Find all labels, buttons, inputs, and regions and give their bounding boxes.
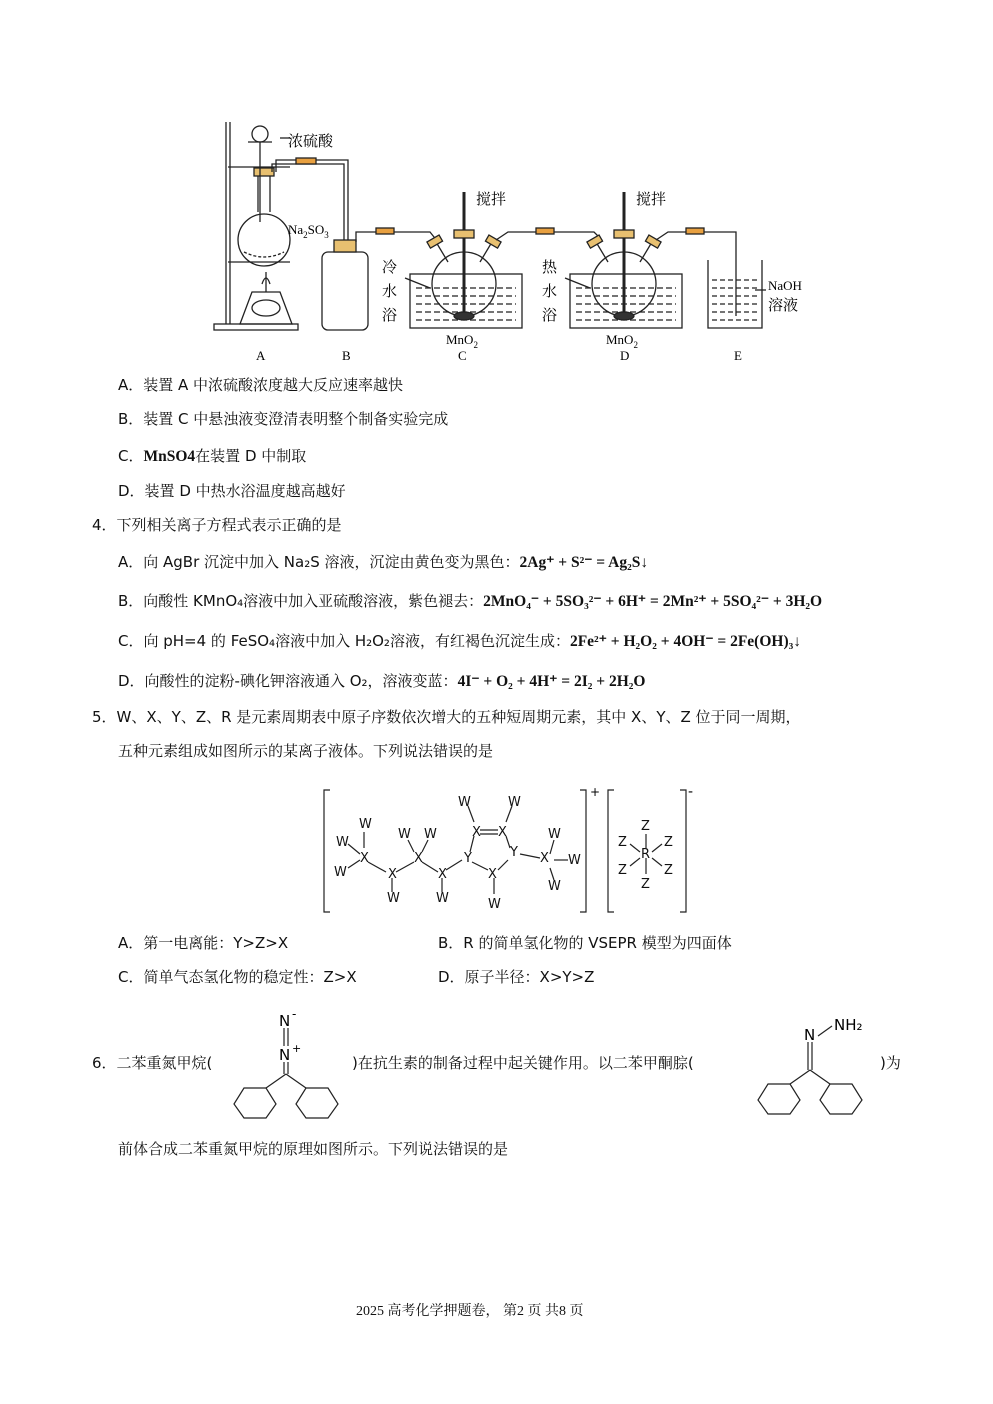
q4-option-d (118, 670, 646, 691)
svg-text:R: R (641, 847, 651, 862)
label-mno2-d: MnO$_2$ (606, 332, 638, 350)
q4-option-a-equation: 2Ag⁺ + S²⁻ = Ag₂S↓ (519, 554, 649, 571)
svg-text:W: W (398, 827, 411, 842)
svg-text:W: W (458, 795, 471, 810)
label-hot-bath-1: 热 (542, 258, 558, 276)
ionic-liquid-structure (318, 782, 698, 918)
label-naoh: NaOH (768, 278, 802, 293)
svg-text:W: W (424, 827, 437, 842)
q3-option-c-prefix: C． (118, 447, 144, 465)
benzophenone-hydrazone-structure (744, 1012, 884, 1116)
label-na2so3: $Na_2SO_3$ (288, 222, 329, 240)
label-conc-sulfuric-acid: 浓硫酸 (288, 132, 334, 150)
label-solution: 溶液 (768, 296, 799, 314)
svg-text:W: W (488, 897, 501, 912)
apparatus-figure (200, 112, 840, 368)
svg-text:W: W (548, 827, 561, 842)
svg-text:W: W (548, 879, 561, 894)
svg-text:X: X (438, 867, 447, 882)
diazo-n1-charge: - (292, 1008, 297, 1021)
svg-text:X: X (488, 867, 497, 882)
svg-text:X: X (414, 851, 423, 866)
q4-option-a (118, 551, 648, 572)
svg-text:W: W (359, 817, 372, 832)
q3-option-c-suffix: 在装置 D 中制取 (195, 447, 307, 465)
hydrazone-nh2: NH₂ (834, 1016, 863, 1034)
q3-option-d: D．装置 D 中热水浴温度越高越好 (118, 482, 346, 500)
hydrazone-n: N (804, 1026, 816, 1044)
q5-option-b: B．R 的简单氢化物的 VSEPR 模型为四面体 (438, 934, 732, 952)
q3-option-c (118, 445, 306, 466)
svg-text:Z: Z (641, 877, 650, 892)
q6-line2: 前体合成二苯重氮甲烷的原理如图所示。下列说法错误的是 (118, 1140, 509, 1158)
q6-part2: )在抗生素的制备过程中起关键作用。以二苯甲酮腙( (352, 1054, 694, 1072)
anion-charge: - (688, 784, 694, 800)
label-hot-bath-3: 浴 (542, 306, 558, 324)
station-label-d: D (620, 348, 630, 363)
q4-option-d-text: D．向酸性的淀粉-碘化钾溶液通入 O₂，溶液变蓝： (118, 672, 458, 690)
diazo-n2: N (279, 1046, 291, 1064)
station-label-b: B (342, 348, 351, 363)
page-footer: 2025 高考化学押题卷， 第2 页 共8 页 (356, 1304, 584, 1319)
svg-text:W: W (508, 795, 521, 810)
svg-text:W: W (334, 865, 347, 880)
label-cold-bath-3: 浴 (382, 306, 398, 324)
svg-text:Z: Z (618, 863, 627, 878)
q6-part1: 6．二苯重氮甲烷( (92, 1054, 213, 1072)
label-hot-bath-2: 水 (542, 282, 558, 300)
svg-text:X: X (472, 825, 481, 840)
q4-option-b-text: B．向酸性 KMnO₄溶液中加入亚硫酸溶液，紫色褪去： (118, 592, 484, 610)
svg-text:W: W (568, 853, 581, 868)
label-stir-c: 搅拌 (476, 190, 507, 208)
q4-option-c-text: C．向 pH=4 的 FeSO₄溶液中加入 H₂O₂溶液，有红褐色沉淀生成： (118, 632, 570, 650)
svg-text:Y: Y (510, 845, 518, 860)
q5-stem-line1: 5．W、X、Y、Z、R 是元素周期表中原子序数依次增大的五种短周期元素，其中 X、Y、Z 位于同一周期， (92, 708, 801, 726)
svg-text:Z: Z (618, 835, 627, 850)
svg-text:X: X (498, 825, 507, 840)
svg-text:X: X (388, 867, 397, 882)
q5-option-a: A．第一电离能：Y>Z>X (118, 934, 289, 952)
svg-text:X: X (540, 851, 549, 866)
q4-option-c (118, 630, 801, 651)
q6-part3: )为 (880, 1054, 901, 1072)
svg-text:Y: Y (464, 851, 472, 866)
diazo-n2-charge: + (292, 1042, 302, 1055)
q5-option-c: C．简单气态氢化物的稳定性：Z>X (118, 968, 357, 986)
svg-text:X: X (360, 851, 369, 866)
q4-option-b (118, 590, 822, 611)
label-cold-bath-2: 水 (382, 282, 398, 300)
q3-option-b: B．装置 C 中悬浊液变澄清表明整个制备实验完成 (118, 410, 449, 428)
q4-option-d-equation: 4I⁻ + O₂ + 4H⁺ = 2I₂ + 2H₂O (457, 673, 646, 690)
q4-option-b-equation: 2MnO₄⁻ + 5SO₃²⁻ + 6H⁺ = 2Mn²⁺ + 5SO₄²⁻ + 3H₂O (483, 593, 823, 610)
q5-option-d: D．原子半径：X>Y>Z (438, 968, 595, 986)
svg-text:Z: Z (664, 835, 673, 850)
svg-text:W: W (436, 891, 449, 906)
svg-text:Z: Z (641, 819, 650, 834)
q4-option-c-equation: 2Fe²⁺ + H₂O₂ + 4OH⁻ = 2Fe(OH)₃↓ (569, 633, 802, 650)
q3-option-a: A．装置 A 中浓硫酸浓度越大反应速率越快 (118, 376, 404, 394)
label-stir-d: 搅拌 (636, 190, 667, 208)
q4-stem: 4．下列相关离子方程式表示正确的是 (92, 516, 342, 534)
station-label-e: E (734, 348, 742, 363)
q5-stem-line2: 五种元素组成如图所示的某离子液体。下列说法错误的是 (118, 742, 494, 760)
cation-charge: + (590, 785, 601, 799)
svg-text:W: W (387, 891, 400, 906)
station-label-c: C (458, 348, 467, 363)
diazo-n1: N (279, 1012, 291, 1030)
svg-text:Z: Z (664, 863, 673, 878)
q4-option-a-text: A．向 AgBr 沉淀中加入 Na₂S 溶液，沉淀由黄色变为黑色： (118, 553, 520, 571)
label-mno2-c: MnO$_2$ (446, 332, 478, 350)
q3-option-c-formula: MnSO4 (143, 448, 196, 465)
station-label-a: A (256, 348, 266, 363)
diphenyldiazomethane-structure (222, 1008, 352, 1120)
label-cold-bath-1: 冷 (382, 258, 398, 276)
svg-text:W: W (336, 835, 349, 850)
